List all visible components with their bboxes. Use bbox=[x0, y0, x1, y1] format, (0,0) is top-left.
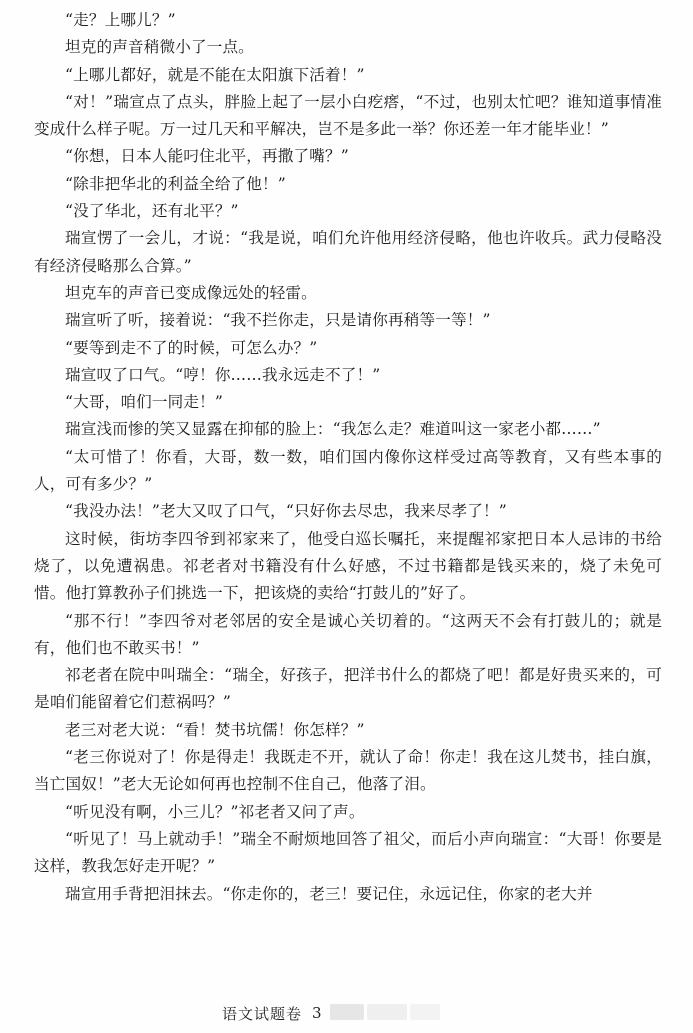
paragraph: “老三你说对了！你是得走！我既走不开，就认了命！你走！我在这儿焚书，挂白旗，当亡国奴！”老大无论如何再也控制不住自己，他落了泪。 bbox=[34, 748, 662, 794]
footer-label: 语文试题卷 bbox=[222, 1004, 303, 1023]
paragraph: “走？上哪儿？” bbox=[65, 11, 176, 29]
paragraph: “除非把华北的利益全给了他！” bbox=[65, 174, 286, 193]
paragraph: “要等到走不了的时候，可怎么办？” bbox=[65, 338, 318, 357]
paragraph: 老三对老大说：“看！焚书坑儒！你怎样？” bbox=[65, 720, 365, 739]
paragraph: 这时候，街坊李四爷到祁家来了，他受白巡长嘱托，来提醒祁家把日本人忌讳的书给烧了，以免遭祸患。祁老者对书籍没有什么好感，不过书籍都是钱买来的，烧了未免可惜。他打算教孙子们挑选一下，把该烧的卖给“打鼓儿的”好了。 bbox=[34, 529, 662, 603]
paragraph: 瑞宣用手背把泪抹去。“你走你的，老三！要记住，永远记住，你家的老大并 bbox=[65, 884, 593, 903]
paragraph: “你想，日本人能叼住北平，再撒了嘴？” bbox=[65, 147, 349, 166]
paragraph: “对！”瑞宣点了点头，胖脸上起了一层小白疙瘩，“不过，也别太忙吧？谁知道事情准变成什么样子呢。万一过几天和平解决，岂不是多此一举？你还差一年才能毕业！” bbox=[34, 92, 662, 139]
paragraph: “大哥，咱们一同走！” bbox=[65, 393, 223, 412]
paragraph: “那不行！”李四爷对老邻居的安全是诚心关切着的。“这两天不会有打鼓儿的；就是有，他们也不敢买书！” bbox=[34, 611, 662, 657]
passage-body bbox=[34, 7, 662, 908]
paragraph: “上哪儿都好，就是不能在太阳旗下活着！” bbox=[65, 65, 365, 84]
paragraph: “听见了！马上就动手！”瑞全不耐烦地回答了祖父，而后小声向瑞宣：“大哥！你要是这样，教我怎好走开呢？” bbox=[34, 829, 662, 876]
watermark-block bbox=[367, 1004, 407, 1020]
watermark-block bbox=[330, 1004, 364, 1020]
paragraph: “我没办法！”老大又叹了口气，“只好你去尽忠，我来尽孝了！” bbox=[65, 502, 507, 521]
paragraph: 坦克的声音稍微小了一点。 bbox=[65, 38, 254, 57]
page-footer bbox=[222, 1000, 322, 1026]
paragraph: “听见没有啊，小三儿？”祁老者又问了声。 bbox=[65, 802, 365, 821]
watermark-block bbox=[410, 1004, 440, 1020]
paragraph: 瑞宣叹了口气。“哼！你……我永远走不了！” bbox=[65, 365, 381, 384]
paragraph: 瑞宣听了听，接着说：“我不拦你走，只是请你再稍等一等！” bbox=[65, 311, 491, 330]
paragraph: “太可惜了！你看，大哥，数一数，咱们国内像你这样受过高等教育，又有些本事的人，可有多少？” bbox=[34, 447, 662, 494]
watermark-blur bbox=[330, 1004, 440, 1020]
paragraph: “没了华北，还有北平？” bbox=[65, 202, 239, 221]
paragraph: 坦克车的声音已变成像远处的轻雷。 bbox=[65, 283, 317, 302]
paragraph: 瑞宣浅而惨的笑又显露在抑郁的脸上：“我怎么走？难道叫这一家老小都……” bbox=[65, 420, 601, 439]
paragraph: 祁老者在院中叫瑞全：“瑞全，好孩子，把洋书什么的都烧了吧！都是好贵买来的，可是咱们能留着它们惹祸吗？” bbox=[34, 666, 662, 712]
paragraph: 瑞宣愣了一会儿，才说：“我是说，咱们允许他用经济侵略，他也许收兵。武力侵略没有经济侵略那么合算。” bbox=[34, 229, 662, 275]
page-number: 3 bbox=[312, 1004, 322, 1022]
